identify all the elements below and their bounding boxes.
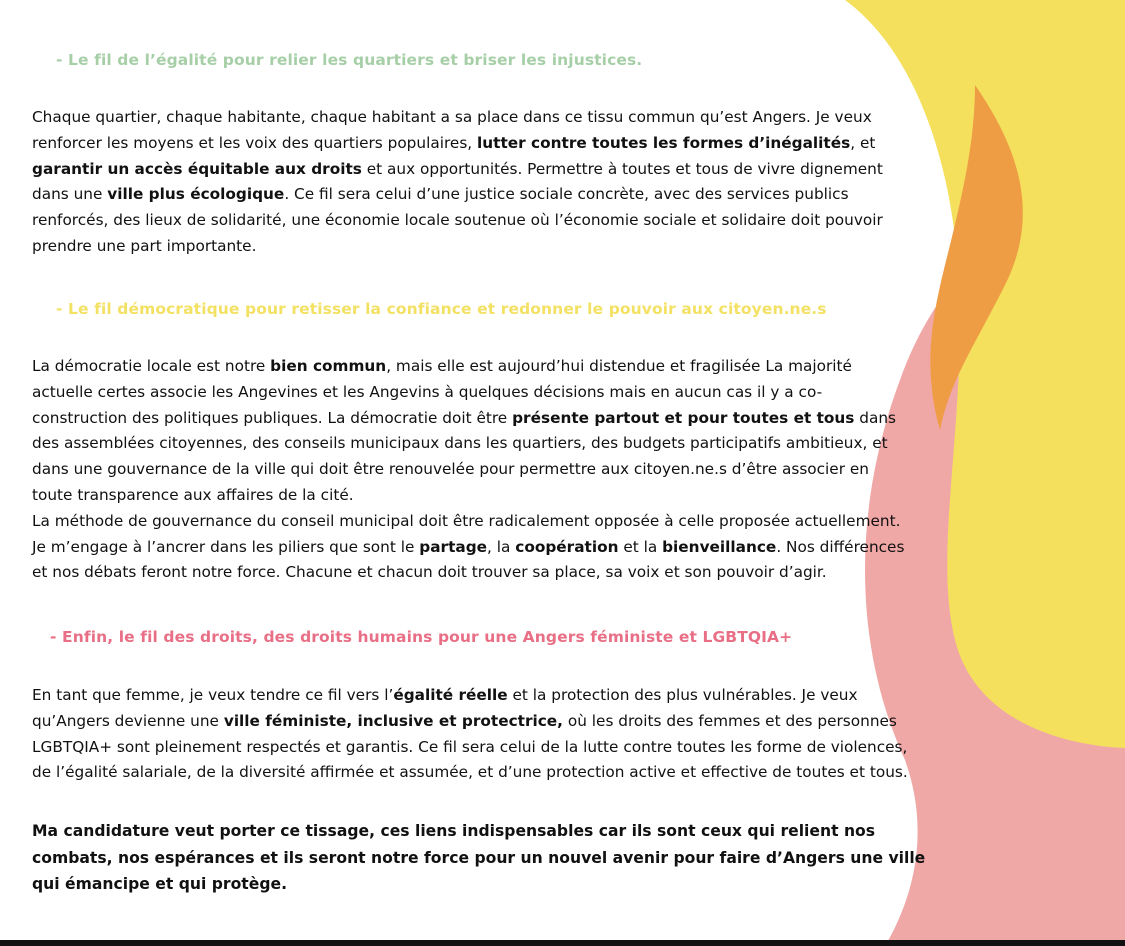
bottom-rule <box>0 940 1125 946</box>
text-line: En tant que femme, je veux tendre ce fil vers l’égalité réelle et la protection des plus vulnérables. Je veux <box>32 686 858 704</box>
text-line: La démocratie locale est notre bien commun, mais elle est aujourd’hui distendue et fragilisée La majorité <box>32 357 852 375</box>
text-line: Je m’engage à l’ancrer dans les piliers que sont le partage, la coopération et la bienveillance. Nos différences <box>32 537 905 556</box>
paragraph-democracy <box>32 354 967 586</box>
text-line: dans une ville plus écologique. Ce fil sera celui d’une justice sociale concrète, avec des services publics <box>32 185 849 204</box>
text-line: toute transparence aux affaires de la cité. <box>32 485 354 504</box>
text-line: Chaque quartier, chaque habitante, chaque habitant a sa place dans ce tissu commun qu’est Angers. Je veux <box>32 108 872 126</box>
text-line: de l’égalité salariale, de la diversité affirmée et assumée, et d’une protection active et effective de toutes et tous. <box>32 763 908 782</box>
text-line: prendre une part importante. <box>32 236 257 255</box>
paragraph-conclusion <box>32 818 942 898</box>
text-line: renforcés, des lieux de solidarité, une économie locale soutenue où l’économie sociale et solidaire doit pouvoir <box>32 211 883 230</box>
text-line: combats, nos espérances et ils seront notre force pour un nouvel avenir pour faire d’Angers une ville <box>32 848 926 867</box>
text-line: La méthode de gouvernance du conseil municipal doit être radicalement opposée à celle proposée actuellement. <box>32 511 901 530</box>
text-line: dans une gouvernance de la ville qui doit être renouvelée pour permettre aux citoyen.ne.s d’être associer en <box>32 460 869 479</box>
text-line: construction des politiques publiques. La démocratie doit être présente partout et pour toutes et tous dans <box>32 408 897 427</box>
text-line: des assemblées citoyennes, des conseils municipaux dans les quartiers, des budgets participatifs ambitieux, et <box>32 434 888 453</box>
paragraph-equality <box>32 105 967 260</box>
text-line: LGBTQIA+ sont pleinement respectés et garantis. Ce fil sera celui de la lutte contre toutes les forme de violences, <box>32 737 908 756</box>
text-line: actuelle certes associe les Angevines et les Angevins à quelques décisions mais en aucun cas il y a co- <box>32 382 823 401</box>
paragraph-rights <box>32 683 967 786</box>
heading-equality: - Le fil de l’égalité pour relier les quartiers et briser les injustices. <box>56 51 643 69</box>
text-line: garantir un accès équitable aux droits et aux opportunités. Permettre à toutes et tous de vivre dignement <box>32 159 883 178</box>
text-line: qu’Angers devienne une ville féministe, inclusive et protectrice, où les droits des femmes et des personnes <box>32 711 897 730</box>
text-line: qui émancipe et qui protège. <box>32 875 287 893</box>
text-line: renforcer les moyens et les voix des quartiers populaires, lutter contre toutes les formes d’inégalités, et <box>32 133 876 152</box>
text-line: Ma candidature veut porter ce tissage, ces liens indispensables car ils sont ceux qui relient nos <box>32 822 876 840</box>
heading-rights: - Enfin, le fil des droits, des droits humains pour une Angers féministe et LGBTQIA+ <box>50 628 793 646</box>
text-line: et nos débats feront notre force. Chacune et chacun doit trouver sa place, sa voix et son pouvoir d’agir. <box>32 563 827 582</box>
heading-democracy: - Le fil démocratique pour retisser la confiance et redonner le pouvoir aux citoyen.ne.s <box>56 300 827 318</box>
